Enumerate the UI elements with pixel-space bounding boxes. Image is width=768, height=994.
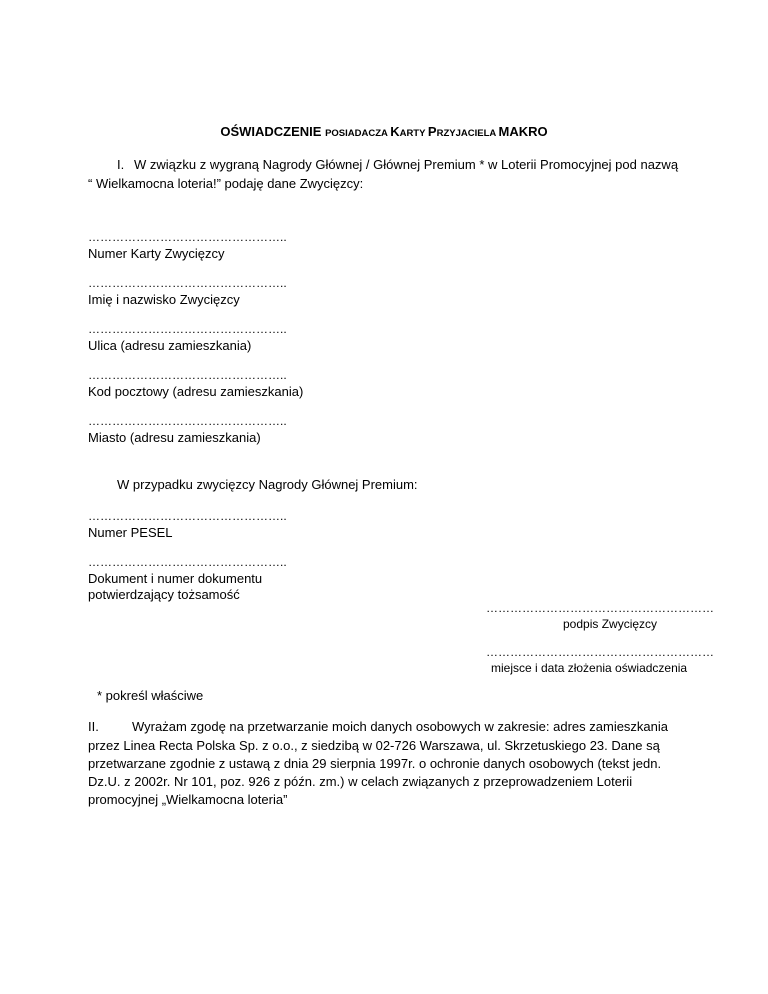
section-2-line-4: Dz.U. z 2002r. Nr 101, poz. 926 z późn. zm.) w celach związanych z przeprowadzeniem Loterii [88, 774, 633, 789]
field-4-label: Kod pocztowy (adresu zamieszkania) [88, 384, 304, 399]
section-2-line-1: Wyrażam zgodę na przetwarzanie moich danych osobowych w zakresie: adres zamieszkania [132, 719, 669, 734]
document-title [0, 124, 768, 142]
section-2-numeral: II. [88, 719, 99, 734]
section-1-line-1: W związku z wygraną Nagrody Głównej / Głównej Premium * w Loterii Promocyjnej pod nazwą [134, 157, 679, 172]
title-part: OŚWIADCZENIE [220, 124, 326, 139]
title-part: ARTY [399, 128, 428, 139]
field-4-blank: ………………………………………….. [88, 368, 287, 382]
title-part: P [427, 124, 437, 139]
field-5-label: Miasto (adresu zamieszkania) [88, 430, 261, 445]
section-1-numeral: I. [117, 157, 125, 172]
field-2-blank: ………………………………………….. [88, 276, 287, 290]
field-1-blank: ………………………………………….. [88, 230, 287, 244]
field-5-blank: ………………………………………….. [88, 414, 287, 428]
footnote: * pokreśl właściwe [97, 688, 204, 703]
field-1-label: Numer Karty Zwycięzcy [88, 246, 225, 261]
title-part: MAKRO [498, 124, 548, 139]
section-1-line-2: “ Wielkamocna loteria!” podaję dane Zwycięzcy: [88, 176, 364, 191]
field-2-label: Imię i nazwisko Zwycięzcy [88, 292, 240, 307]
title-part: POSIADACZA [325, 128, 391, 139]
document-label-line-1: Dokument i numer dokumentu [88, 571, 263, 586]
field-3-label: Ulica (adresu zamieszkania) [88, 338, 252, 353]
section-2-line-5: promocyjnej „Wielkamocna loteria” [88, 792, 288, 807]
title-part: RZYJACIELA [436, 128, 499, 139]
section-2-line-2: przez Linea Recta Polska Sp. z o.o., z siedzibą w 02-726 Warszawa, ul. Skrzetuskiego 23. Dane są [88, 738, 660, 753]
signature-label: podpis Zwycięzcy [563, 617, 658, 631]
signature-blank: ………………………………………………… [486, 601, 714, 615]
pesel-blank: ………………………………………….. [88, 509, 287, 523]
premium-heading: W przypadku zwycięzcy Nagrody Głównej Premium: [117, 477, 418, 492]
document-blank: ………………………………………….. [88, 555, 287, 569]
document-label-line-2: potwierdzający tożsamość [88, 587, 240, 602]
place-date-blank: ………………………………………………… [486, 645, 714, 659]
place-date-label: miejsce i data złożenia oświadczenia [491, 661, 688, 675]
pesel-label: Numer PESEL [88, 525, 173, 540]
section-2-line-3: przetwarzane zgodnie z ustawą z dnia 29 sierpnia 1997r. o ochronie danych osobowych (tekst jedn. [88, 756, 662, 771]
field-3-blank: ………………………………………….. [88, 322, 287, 336]
title-part: K [390, 124, 400, 139]
